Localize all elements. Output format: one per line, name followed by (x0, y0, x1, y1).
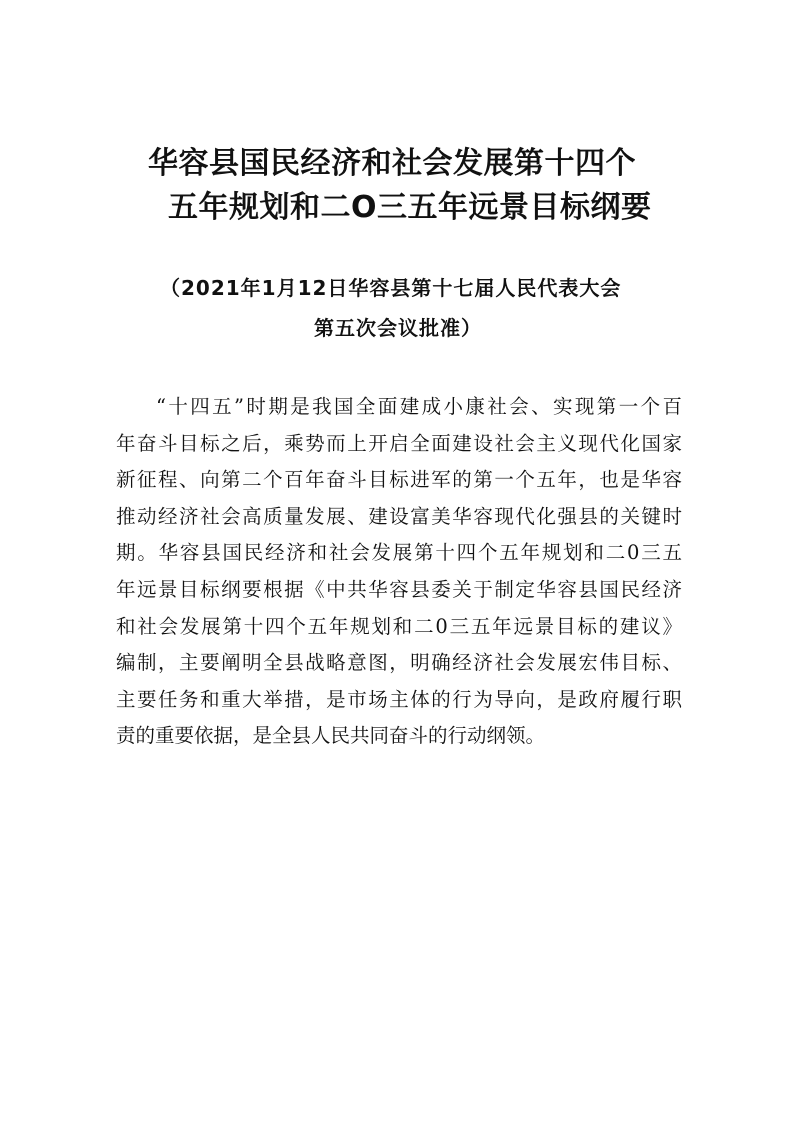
body-line-5: 期。华容县国民经济和社会发展第十四个五年规划和二0三五 (116, 541, 682, 565)
body-line-2: 年奋斗目标之后，乘势而上开启全面建设社会主义现代化国家 (116, 431, 682, 455)
body-line-3: 新征程、向第二个百年奋斗目标进军的第一个五年，也是华容 (116, 468, 682, 492)
body-line-7: 和社会发展第十四个五年规划和二0三五年远景目标的建议》 (116, 614, 682, 638)
document-title-line-1: 华容县国民经济和社会发展第十四个 (148, 146, 636, 181)
body-line-10: 责的重要依据，是全县人民共同奋斗的行动纲领。 (116, 724, 546, 748)
body-line-8: 编制，主要阐明全县战略意图，明确经济社会发展宏伟目标、 (116, 651, 682, 675)
approval-note-line-2: 第五次会议批准） (314, 316, 482, 340)
body-paragraph (116, 389, 682, 755)
document-title-line-2: 五年规划和二O三五年远景目标纲要 (168, 190, 652, 225)
approval-note-line-1: （2021年1月12日华容县第十七届人民代表大会 (160, 276, 622, 300)
body-line-6: 年远景目标纲要根据《中共华容县委关于制定华容县国民经济 (116, 577, 682, 601)
body-line-9: 主要任务和重大举措，是市场主体的行为导向，是政府履行职 (116, 687, 682, 711)
body-line-1: “十四五”时期是我国全面建成小康社会、实现第一个百 (156, 395, 682, 418)
body-line-4: 推动经济社会高质量发展、建设富美华容现代化强县的关键时 (116, 504, 682, 528)
